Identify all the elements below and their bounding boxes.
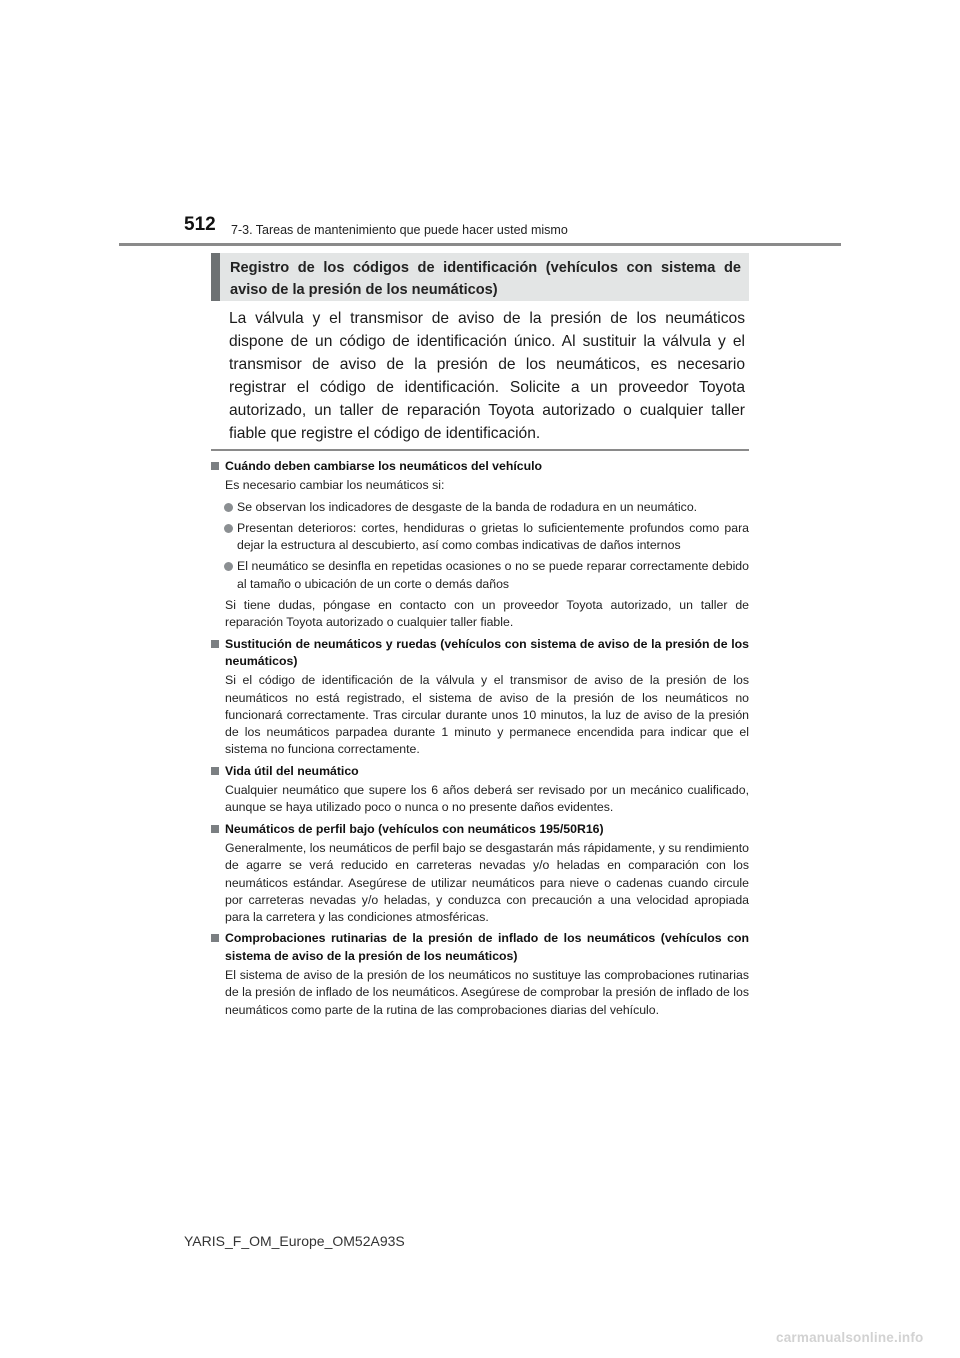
- square-bullet-icon: [211, 462, 219, 470]
- square-bullet-icon: [211, 767, 219, 775]
- watermark-text: carmanualsonline.info: [776, 1330, 924, 1345]
- header-divider: [119, 243, 841, 246]
- circle-bullet-icon: [224, 562, 233, 571]
- square-bullet-icon: [211, 640, 219, 648]
- note-followup: Si tiene dudas, póngase en contacto con un proveedor Toyota autorizado, un taller de reparación Toyota autorizado o cualquier taller fiable.: [225, 598, 749, 630]
- section-title: 7-3. Tareas de mantenimiento que puede hacer usted mismo: [231, 223, 568, 237]
- note-heading: [211, 636, 749, 671]
- list-item-text: Presentan deterioros: cortes, hendiduras o grietas lo suficientemente profundos como para dejar la estructura al descubierto, así como combas indicativas de daños internos: [237, 520, 749, 553]
- box-heading: Registro de los códigos de identificación (vehículos con sistema de aviso de la presión de los neumáticos): [211, 253, 749, 301]
- square-bullet-icon: [211, 825, 219, 833]
- box-body-text: La válvula y el transmisor de aviso de la presión de los neumáticos dispone de un código de identificación único. Al sustituir la válvula y el transmisor de aviso de la presión de los neumáticos, es necesario registrar el código de identificación. Solicite a un proveedor Toyota autorizado, un taller de reparación Toyota autorizado o cualquier taller fiable que registre el código de identificación.: [229, 310, 745, 442]
- circle-bullet-icon: [224, 503, 233, 512]
- note-body: Si el código de identificación de la válvula y el transmisor de aviso de la presión de los neumáticos no está registrado, el sistema de aviso de la presión de los neumáticos no funcionará correctamente. Tras circular durante unos 10 minutos, la luz de aviso de la presión de los neumáticos parpadea durante 1 minuto y permanece encendida para indicar que el sistema no funciona correctamente.: [225, 673, 749, 757]
- page-number: 512: [184, 214, 216, 235]
- note-intro: Es necesario cambiar los neumáticos si:: [225, 478, 445, 493]
- list-item: [211, 499, 749, 516]
- list-item: [211, 558, 749, 593]
- note-heading-text: Neumáticos de perfil bajo (vehículos con neumáticos 195/50R16): [225, 821, 604, 836]
- list-item: [211, 520, 749, 555]
- circle-bullet-icon: [224, 524, 233, 533]
- note-heading: [211, 458, 749, 475]
- list-item-text: Se observan los indicadores de desgaste de la banda de rodadura en un neumático.: [237, 499, 698, 514]
- square-bullet-icon: [211, 934, 219, 942]
- note-heading-text: Sustitución de neumáticos y ruedas (vehículos con sistema de aviso de la presión de los neumáticos): [225, 636, 749, 668]
- note-heading-text: Cuándo deben cambiarse los neumáticos del vehículo: [225, 459, 543, 473]
- note-tire-wheel-replacement: [211, 636, 749, 759]
- note-low-profile-tires: [211, 821, 749, 927]
- note-tire-replacement-timing: [211, 458, 749, 632]
- note-heading: [211, 821, 749, 838]
- notes-section: [211, 458, 749, 1023]
- note-body: Cualquier neumático que supere los 6 años deberá ser revisado por un mecánico cualificado, aunque se haya utilizado poco o nunca o no presente daños evidentes.: [225, 783, 749, 815]
- list-item-text: El neumático se desinfla en repetidas ocasiones o no se puede reparar correctamente debido al tamaño o ubicación de un corte o demás daños: [237, 559, 749, 591]
- note-heading-text: Vida útil del neumático: [225, 763, 359, 778]
- note-heading-text: Comprobaciones rutinarias de la presión de inflado de los neumáticos (vehículos con sistema de aviso de la presión de los neumáticos): [225, 931, 749, 963]
- document-code: YARIS_F_OM_Europe_OM52A93S: [184, 1233, 405, 1249]
- note-body: Generalmente, los neumáticos de perfil bajo se desgastarán más rápidamente, y su rendimiento de agarre se verá reducido en carreteras nevadas y/o heladas en comparación con los neumáticos estándar. Asegúrese de utilizar neumáticos para nieve o cadenas cuando circule por carreteras nevadas y/o heladas, y conduzca con precaución a una velocidad apropiada para la carretera y las condiciones atmosféricas.: [225, 840, 749, 925]
- note-heading: [211, 930, 749, 965]
- note-tire-life: [211, 763, 749, 817]
- note-heading: [211, 763, 749, 780]
- note-body: El sistema de aviso de la presión de los neumáticos no sustituye las comprobaciones rutinarias de la presión de inflado de los neumáticos. Asegúrese de comprobar la presión de inflado de los neumáticos como parte de la rutina de las comprobaciones diarias del vehículo.: [225, 968, 749, 1017]
- content-divider: [211, 449, 749, 451]
- note-routine-pressure-checks: [211, 930, 749, 1018]
